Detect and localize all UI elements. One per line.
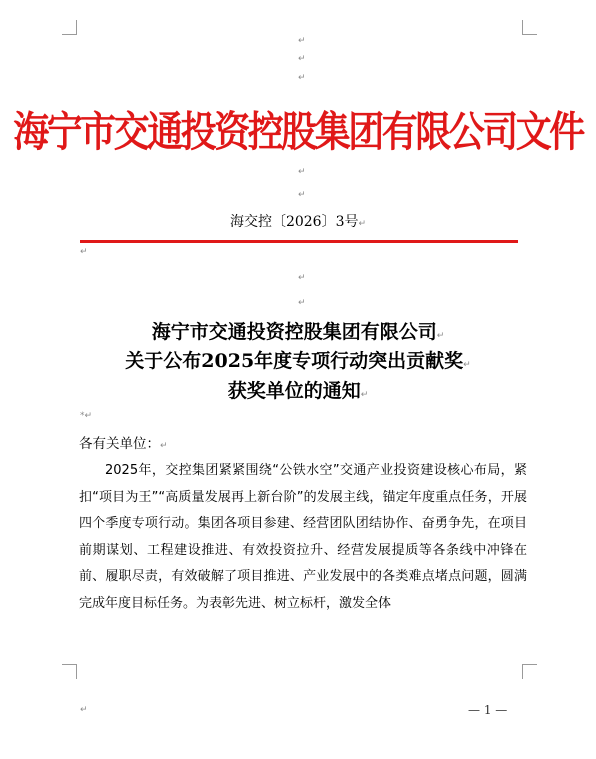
crop-mark-bottom-left <box>62 664 77 679</box>
page-number: — 1 — <box>468 703 508 717</box>
paragraph-mark: ↵ <box>160 441 168 451</box>
paragraph-mark: ↵ <box>298 273 306 283</box>
notice-title-line-3: 获奖单位的通知↵ <box>227 380 369 402</box>
document-number-line <box>0 211 596 231</box>
body-paragraph: 2025年，交控集团紧紧围绕“公铁水空”交通产业投资建设核心布局，紧扣“项目为王”“高质量发展再上新台阶”的发展主线，锚定年度重点任务，开展四个季度专项行动。集团各项目参建、经营团队团结协作、奋勇争先，在项目前期谋划、工程建设推进、有效投资拉升、经营发展提质等各条线中冲锋在前、履职尽责，有效破解了项目推进、产业发展中的各类难点堵点问题，圆满完成年度目标任务。为表彰先进、树立标杆，激发全体 <box>79 463 527 611</box>
notice-title-line-2: 关于公布2025年度专项行动突出贡献奖↵ <box>125 350 471 372</box>
paragraph-mark: ↵ <box>298 167 306 177</box>
paragraph-mark: ↵ <box>298 73 306 83</box>
notice-title-line-1: 海宁市交通投资控股集团有限公司↵ <box>151 321 445 343</box>
crop-mark-top-left <box>62 20 77 35</box>
crop-mark-top-right <box>522 20 537 35</box>
crop-mark-bottom-right <box>522 664 537 679</box>
paragraph-mark: ↵ <box>80 705 88 715</box>
paragraph-mark: ↵ <box>298 298 306 308</box>
paragraph-mark: ↵ <box>360 390 369 400</box>
paragraph-mark: ↵ <box>80 247 88 257</box>
paragraph-mark: ↵ <box>463 360 471 370</box>
paragraph-mark: ↵ <box>358 219 367 229</box>
asterisk-mark: *↵ <box>80 411 93 421</box>
paragraph-mark: ↵ <box>298 54 306 64</box>
red-separator-line <box>80 240 518 243</box>
document-number: 海交控〔2026〕3号 <box>229 214 359 230</box>
org-header-title: 海宁市交通投资控股集团有限公司文件 <box>13 109 583 157</box>
paragraph-mark: ↵ <box>436 331 445 341</box>
paragraph-mark: ↵ <box>298 190 306 200</box>
paragraph-mark: ↵ <box>298 36 306 46</box>
salutation: 各有关单位：↵ <box>79 436 168 452</box>
